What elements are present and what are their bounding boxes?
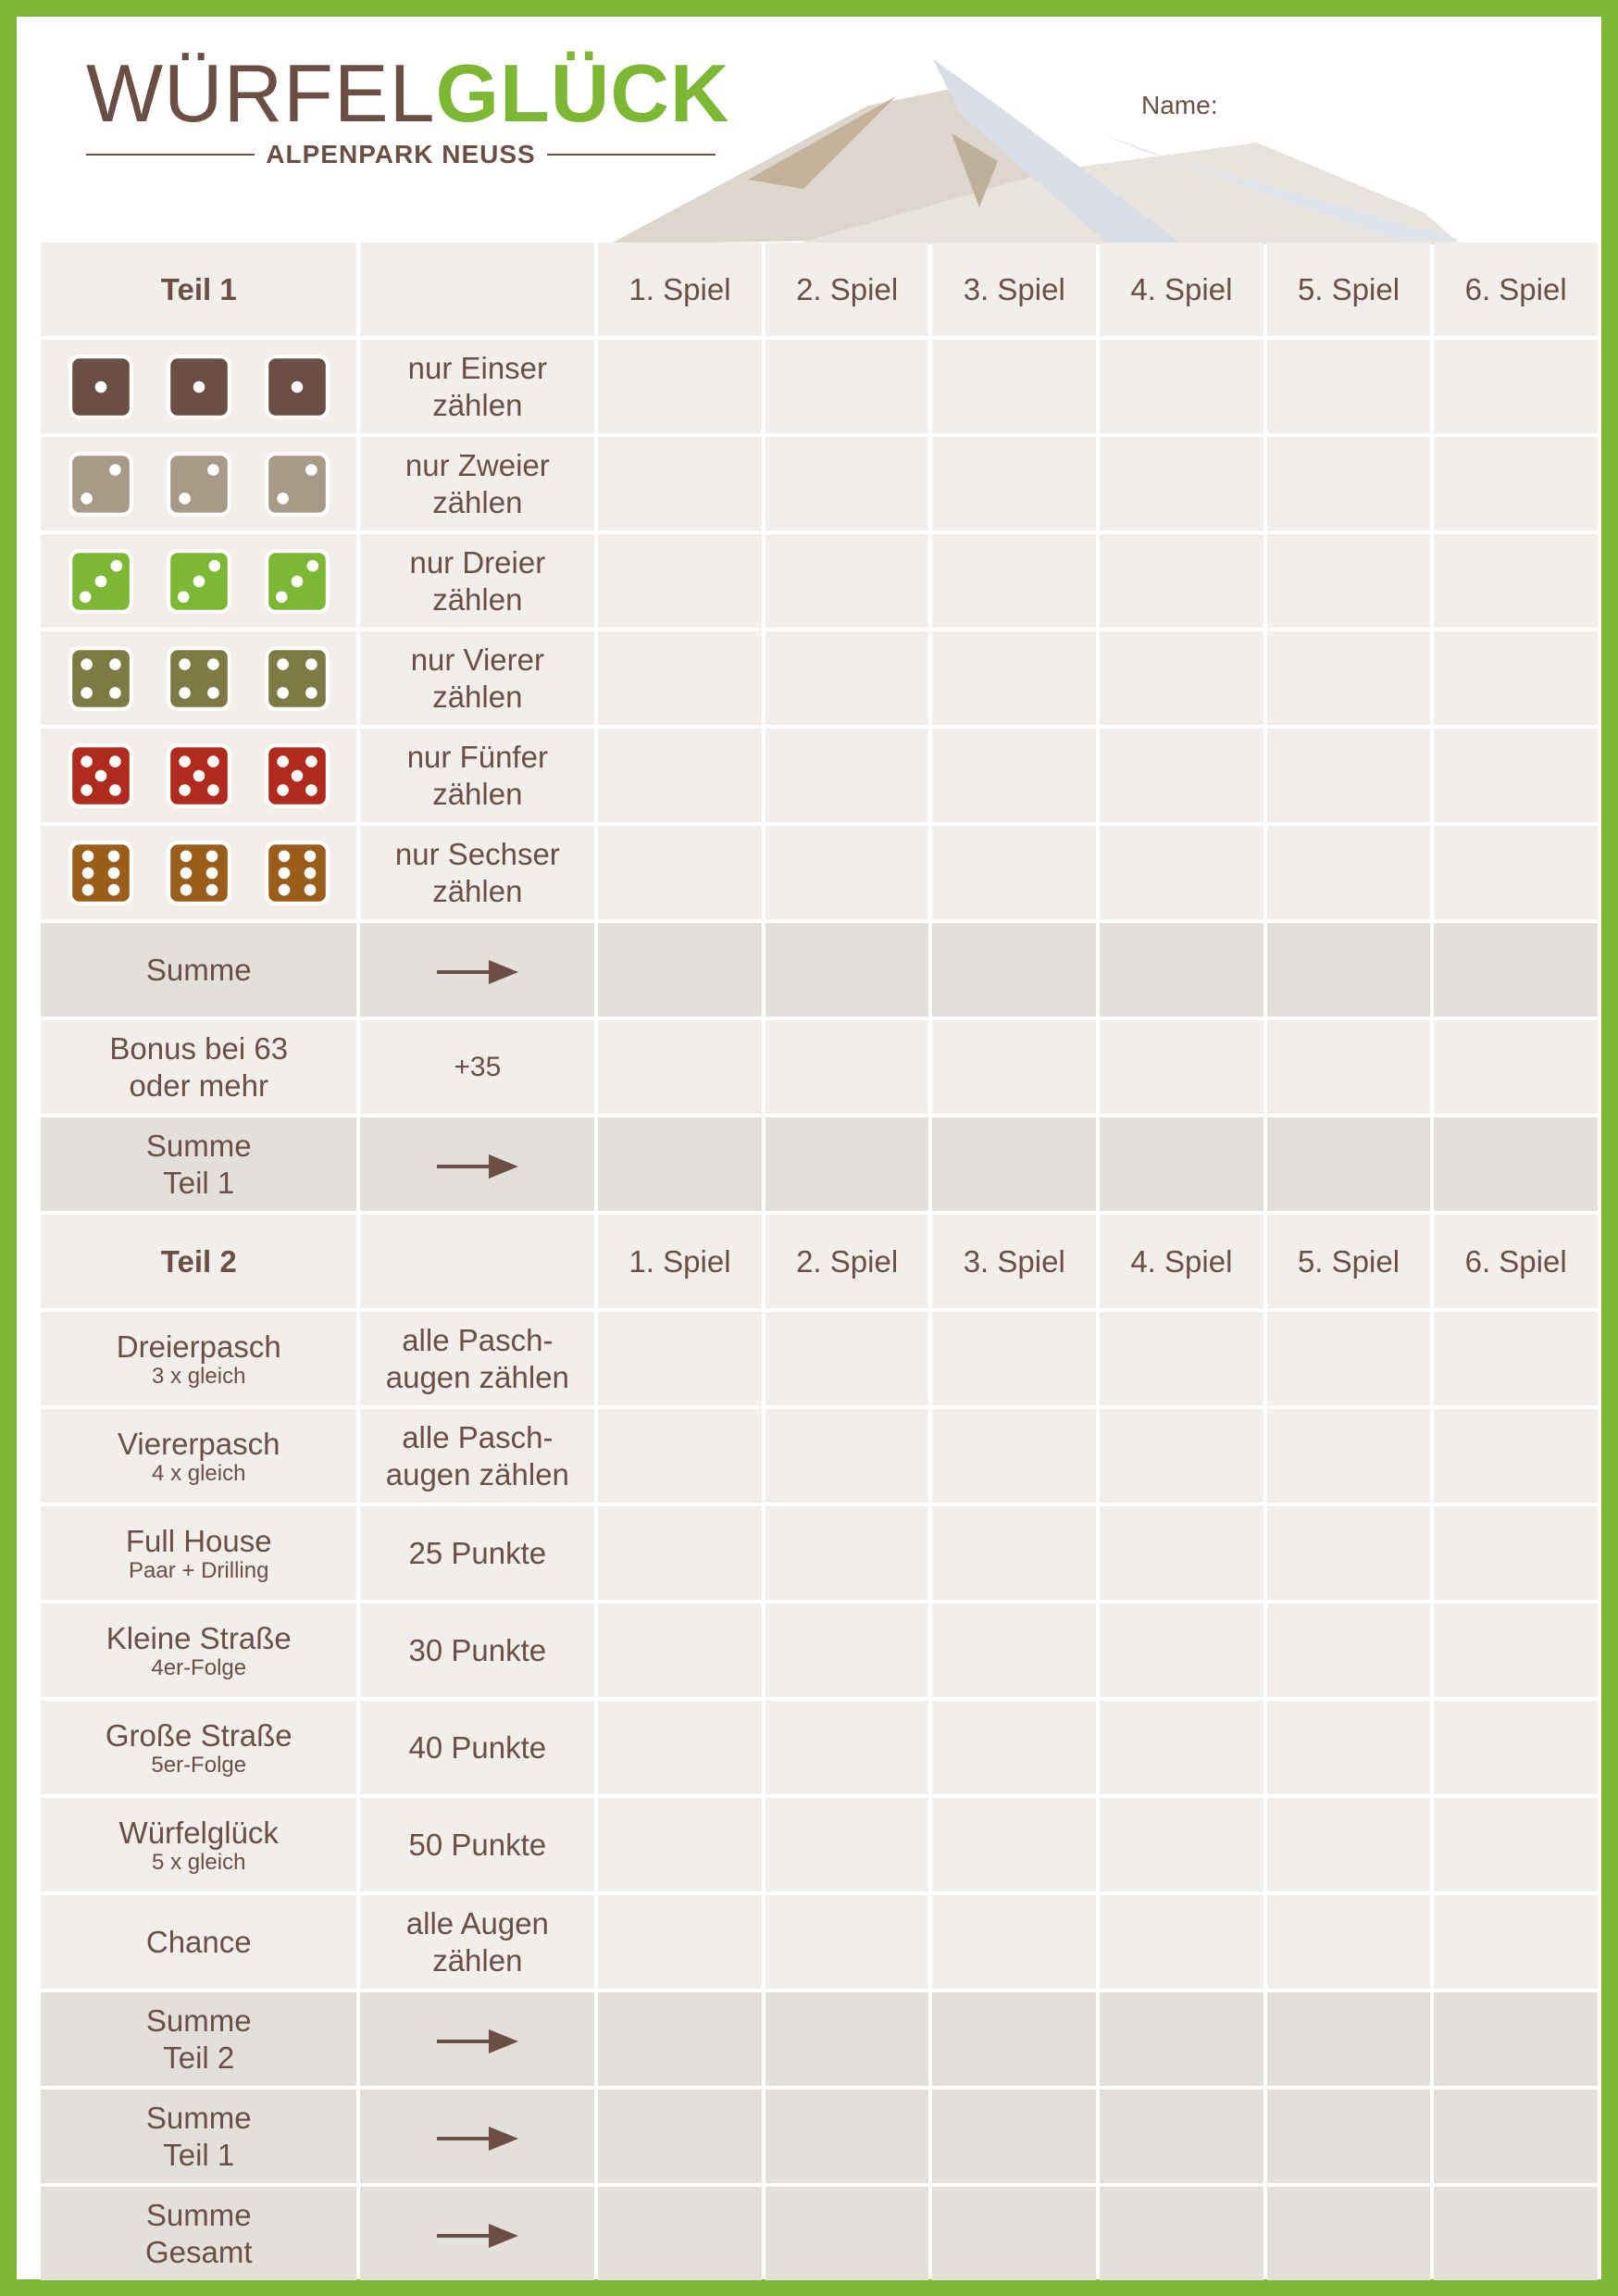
- logo-title-part1: WÜRFEL: [86, 47, 436, 139]
- die-5-icon: [167, 743, 231, 808]
- part2-row-3-game-1-cell[interactable]: [598, 1506, 762, 1600]
- part2-row-7-game-6-cell[interactable]: [1434, 1895, 1598, 1989]
- part2-row-5-game-2-cell[interactable]: [765, 1701, 929, 1794]
- part2-row-6-game-6-cell[interactable]: [1434, 1798, 1598, 1891]
- arrow-right-icon: [435, 2028, 520, 2055]
- part2-sum-3-game-4-cell[interactable]: [1100, 2187, 1263, 2280]
- sum-part1-label: Summe Teil 1: [41, 1117, 356, 1211]
- die-5-icon: [265, 743, 330, 808]
- sum-label: Summe: [41, 923, 356, 1017]
- part1-row-4-game-1-cell[interactable]: [598, 631, 762, 725]
- die-1-icon: [265, 355, 330, 419]
- category-description: alle Pasch- augen zählen: [360, 1312, 594, 1405]
- part2-sum-2-game-6-cell[interactable]: [1434, 2090, 1598, 2183]
- bonus-game-6-cell[interactable]: [1434, 1020, 1598, 1114]
- part2-row-7-game-2-cell[interactable]: [765, 1895, 929, 1989]
- part2-row-2-game-6-cell[interactable]: [1434, 1409, 1598, 1503]
- part1-row-3-game-2-cell[interactable]: [765, 534, 929, 628]
- part1-sum-row: [41, 923, 1598, 1017]
- die-1-icon: [167, 355, 231, 419]
- category-label-cell: [41, 1798, 356, 1891]
- category-description: nur Vierer zählen: [360, 631, 594, 725]
- game-column-header-6: 6. Spiel: [1434, 1215, 1598, 1308]
- die-1-icon: [68, 355, 133, 419]
- part1-total-game-6-cell[interactable]: [1434, 1117, 1598, 1211]
- category-description: nur Sechser zählen: [360, 826, 594, 919]
- table-row: [41, 1506, 1598, 1600]
- arrow-cell: [360, 2187, 594, 2280]
- part2-row-2-game-5-cell[interactable]: [1267, 1409, 1431, 1503]
- part2-sum-3-game-2-cell[interactable]: [765, 2187, 929, 2280]
- part1-header-row: [41, 243, 1598, 336]
- part1-sum-game-5-cell[interactable]: [1267, 923, 1431, 1017]
- category-label-cell: [41, 1409, 356, 1503]
- part1-row-1-game-5-cell[interactable]: [1267, 340, 1431, 433]
- part1-row-4-game-3-cell[interactable]: [932, 631, 1096, 725]
- dice-cell: [41, 631, 356, 725]
- score-table-body: [41, 243, 1598, 2280]
- part1-sum-game-1-cell[interactable]: [598, 923, 762, 1017]
- part1-row-2-game-4-cell[interactable]: [1100, 437, 1263, 530]
- category-name: Dreierpasch: [116, 1329, 281, 1364]
- part2-row-3-game-6-cell[interactable]: [1434, 1506, 1598, 1600]
- part2-sum-1-game-3-cell[interactable]: [932, 1992, 1096, 2086]
- die-4-icon: [265, 646, 330, 711]
- table-row: [41, 1603, 1598, 1697]
- part2-row-7-game-5-cell[interactable]: [1267, 1895, 1431, 1989]
- table-row: [41, 1409, 1598, 1503]
- empty-header-cell: [360, 1215, 594, 1308]
- part2-row-4-game-2-cell[interactable]: [765, 1603, 929, 1697]
- part2-row-1-game-3-cell[interactable]: [932, 1312, 1096, 1405]
- arrow-cell: [360, 1992, 594, 2086]
- category-label-cell: [41, 1895, 356, 1989]
- logo-subtitle: ALPENPARK NEUSS: [266, 140, 536, 168]
- dice-group: [41, 549, 356, 614]
- part1-row-1-game-1-cell[interactable]: [598, 340, 762, 433]
- part1-total-game-2-cell[interactable]: [765, 1117, 929, 1211]
- part1-sum-game-6-cell[interactable]: [1434, 923, 1598, 1017]
- category-label-cell: [41, 1701, 356, 1794]
- part1-row-2-game-2-cell[interactable]: [765, 437, 929, 530]
- part2-row-5-game-4-cell[interactable]: [1100, 1701, 1263, 1794]
- part2-sum-1-game-4-cell[interactable]: [1100, 1992, 1263, 2086]
- arrow-right-icon: [435, 1153, 520, 1180]
- part2-header-row: [41, 1215, 1598, 1308]
- bonus-game-3-cell[interactable]: [932, 1020, 1096, 1114]
- empty-header-cell: [360, 243, 594, 336]
- dice-group: [41, 841, 356, 905]
- part2-row-4-game-3-cell[interactable]: [932, 1603, 1096, 1697]
- dice-group: [41, 452, 356, 517]
- die-5-icon: [68, 743, 133, 808]
- dice-cell: [41, 340, 356, 433]
- part1-row-1-game-6-cell[interactable]: [1434, 340, 1598, 433]
- part1-row-6-game-5-cell[interactable]: [1267, 826, 1431, 919]
- part2-sum-2-game-5-cell[interactable]: [1267, 2090, 1431, 2183]
- category-description: nur Einser zählen: [360, 340, 594, 433]
- part2-sum-2-game-3-cell[interactable]: [932, 2090, 1096, 2183]
- table-row: [41, 1798, 1598, 1891]
- part1-row-5-game-6-cell[interactable]: [1434, 729, 1598, 822]
- game-column-header-2: 2. Spiel: [765, 243, 929, 336]
- part2-sum-3-game-3-cell[interactable]: [932, 2187, 1096, 2280]
- category-description: alle Augen zählen: [360, 1895, 594, 1989]
- game-column-header-3: 3. Spiel: [932, 1215, 1096, 1308]
- part1-row-5-game-5-cell[interactable]: [1267, 729, 1431, 822]
- game-column-header-6: 6. Spiel: [1434, 243, 1598, 336]
- part1-row-2-game-6-cell[interactable]: [1434, 437, 1598, 530]
- dice-cell: [41, 437, 356, 530]
- category-name: Viererpasch: [117, 1426, 280, 1461]
- part1-row-5-game-1-cell[interactable]: [598, 729, 762, 822]
- category-description: 25 Punkte: [360, 1506, 594, 1600]
- part1-row-5-game-3-cell[interactable]: [932, 729, 1096, 822]
- table-row: [41, 437, 1598, 530]
- category-name: Große Straße: [105, 1717, 292, 1753]
- category-label-cell: [41, 1603, 356, 1697]
- part2-sum-2-game-4-cell[interactable]: [1100, 2090, 1263, 2183]
- category-hint: 4 x gleich: [152, 1460, 246, 1486]
- part2-row-1-game-1-cell[interactable]: [598, 1312, 762, 1405]
- part2-row-1-game-2-cell[interactable]: [765, 1312, 929, 1405]
- dice-group: [41, 743, 356, 808]
- part1-row-2-game-3-cell[interactable]: [932, 437, 1096, 530]
- part1-row-2-game-1-cell[interactable]: [598, 437, 762, 530]
- die-2-icon: [265, 452, 330, 517]
- game-column-header-4: 4. Spiel: [1100, 1215, 1263, 1308]
- part2-row-3-game-5-cell[interactable]: [1267, 1506, 1431, 1600]
- part1-total-game-1-cell[interactable]: [598, 1117, 762, 1211]
- logo-subtitle-row: [86, 140, 716, 169]
- category-description: 40 Punkte: [360, 1701, 594, 1794]
- category-name: Würfelglück: [118, 1815, 279, 1850]
- category-name: Full House: [125, 1523, 272, 1558]
- category-label-cell: [41, 1506, 356, 1600]
- category-description: nur Fünfer zählen: [360, 729, 594, 822]
- part2-sum-2-game-1-cell[interactable]: [598, 2090, 762, 2183]
- die-6-icon: [265, 841, 330, 905]
- category-hint: 5 x gleich: [152, 1849, 246, 1875]
- part1-row-5-game-2-cell[interactable]: [765, 729, 929, 822]
- category-description: nur Zweier zählen: [360, 437, 594, 530]
- part2-row-6-game-3-cell[interactable]: [932, 1798, 1096, 1891]
- part1-row-3-game-3-cell[interactable]: [932, 534, 1096, 628]
- part1-total-game-3-cell[interactable]: [932, 1117, 1096, 1211]
- game-column-header-5: 5. Spiel: [1267, 243, 1431, 336]
- part2-row-2-game-3-cell[interactable]: [932, 1409, 1096, 1503]
- game-column-header-1: 1. Spiel: [598, 1215, 762, 1308]
- bonus-game-2-cell[interactable]: [765, 1020, 929, 1114]
- part1-row-2-game-5-cell[interactable]: [1267, 437, 1431, 530]
- part2-row-5-game-3-cell[interactable]: [932, 1701, 1096, 1794]
- divider: [547, 154, 716, 156]
- part2-sum-row-3: [41, 2187, 1598, 2280]
- arrow-cell: [360, 1117, 594, 1211]
- part1-row-3-game-1-cell[interactable]: [598, 534, 762, 628]
- bonus-game-1-cell[interactable]: [598, 1020, 762, 1114]
- part2-sum-1-game-2-cell[interactable]: [765, 1992, 929, 2086]
- game-column-header-4: 4. Spiel: [1100, 243, 1263, 336]
- part2-row-5-game-5-cell[interactable]: [1267, 1701, 1431, 1794]
- bonus-game-4-cell[interactable]: [1100, 1020, 1263, 1114]
- part1-row-4-game-5-cell[interactable]: [1267, 631, 1431, 725]
- die-6-icon: [68, 841, 133, 905]
- part1-row-1-game-3-cell[interactable]: [932, 340, 1096, 433]
- part1-row-4-game-6-cell[interactable]: [1434, 631, 1598, 725]
- bonus-game-5-cell[interactable]: [1267, 1020, 1431, 1114]
- part2-sum-3-game-6-cell[interactable]: [1434, 2187, 1598, 2280]
- part1-row-3-game-6-cell[interactable]: [1434, 534, 1598, 628]
- category-description: 30 Punkte: [360, 1603, 594, 1697]
- die-2-icon: [68, 452, 133, 517]
- part1-row-1-game-2-cell[interactable]: [765, 340, 929, 433]
- logo-title: [86, 47, 730, 139]
- category-label-cell: [41, 1312, 356, 1405]
- part2-row-1-game-5-cell[interactable]: [1267, 1312, 1431, 1405]
- part2-sum-1-game-6-cell[interactable]: [1434, 1992, 1598, 2086]
- die-2-icon: [167, 452, 231, 517]
- part1-row-1-game-4-cell[interactable]: [1100, 340, 1263, 433]
- game-column-header-2: 2. Spiel: [765, 1215, 929, 1308]
- die-4-icon: [167, 646, 231, 711]
- die-4-icon: [68, 646, 133, 711]
- category-name: Kleine Straße: [106, 1620, 292, 1655]
- part1-row-6-game-1-cell[interactable]: [598, 826, 762, 919]
- part2-row-5-game-6-cell[interactable]: [1434, 1701, 1598, 1794]
- part2-header-label: Teil 2: [41, 1215, 356, 1308]
- part2-row-1-game-6-cell[interactable]: [1434, 1312, 1598, 1405]
- name-label: Name:: [1141, 91, 1218, 119]
- category-hint: Paar + Drilling: [129, 1557, 269, 1583]
- sum-label: Summe Teil 1: [41, 2090, 356, 2183]
- category-hint: 4er-Folge: [151, 1654, 247, 1680]
- category-description: alle Pasch- augen zählen: [360, 1409, 594, 1503]
- bonus-row: [41, 1020, 1598, 1114]
- part1-sum-game-4-cell[interactable]: [1100, 923, 1263, 1017]
- dice-cell: [41, 534, 356, 628]
- part1-row-3-game-4-cell[interactable]: [1100, 534, 1263, 628]
- part2-row-2-game-1-cell[interactable]: [598, 1409, 762, 1503]
- arrow-cell: [360, 923, 594, 1017]
- dice-cell: [41, 729, 356, 822]
- category-hint: 5er-Folge: [151, 1752, 247, 1778]
- part2-row-6-game-2-cell[interactable]: [765, 1798, 929, 1891]
- dice-cell: [41, 826, 356, 919]
- part2-row-6-game-5-cell[interactable]: [1267, 1798, 1431, 1891]
- game-column-header-5: 5. Spiel: [1267, 1215, 1431, 1308]
- logo-title-part2: GLÜCK: [435, 47, 730, 139]
- dice-group: [41, 646, 356, 711]
- divider: [86, 154, 255, 156]
- part2-row-6-game-4-cell[interactable]: [1100, 1798, 1263, 1891]
- part1-sum-game-2-cell[interactable]: [765, 923, 929, 1017]
- part1-row-3-game-5-cell[interactable]: [1267, 534, 1431, 628]
- table-row: [41, 631, 1598, 725]
- category-description: 50 Punkte: [360, 1798, 594, 1891]
- table-row: [41, 1895, 1598, 1989]
- part1-row-6-game-4-cell[interactable]: [1100, 826, 1263, 919]
- part1-row-4-game-4-cell[interactable]: [1100, 631, 1263, 725]
- part2-row-7-game-3-cell[interactable]: [932, 1895, 1096, 1989]
- part2-row-2-game-2-cell[interactable]: [765, 1409, 929, 1503]
- part2-row-4-game-5-cell[interactable]: [1267, 1603, 1431, 1697]
- part2-sum-3-game-1-cell[interactable]: [598, 2187, 762, 2280]
- part1-header-label: Teil 1: [41, 243, 356, 336]
- arrow-right-icon: [435, 2125, 520, 2152]
- part2-row-1-game-4-cell[interactable]: [1100, 1312, 1263, 1405]
- table-row: [41, 826, 1598, 919]
- sum-label: Summe Gesamt: [41, 2187, 356, 2280]
- part2-sum-3-game-5-cell[interactable]: [1267, 2187, 1431, 2280]
- part2-row-4-game-1-cell[interactable]: [598, 1603, 762, 1697]
- die-3-icon: [68, 549, 133, 614]
- part1-row-4-game-2-cell[interactable]: [765, 631, 929, 725]
- arrow-right-icon: [435, 2222, 520, 2250]
- part1-sum-game-3-cell[interactable]: [932, 923, 1096, 1017]
- part1-total-game-4-cell[interactable]: [1100, 1117, 1263, 1211]
- part2-row-6-game-1-cell[interactable]: [598, 1798, 762, 1891]
- part2-sum-row-2: [41, 2090, 1598, 2183]
- category-hint: 3 x gleich: [152, 1363, 246, 1389]
- part1-row-6-game-6-cell[interactable]: [1434, 826, 1598, 919]
- score-table: [37, 239, 1601, 2284]
- part2-sum-1-game-5-cell[interactable]: [1267, 1992, 1431, 2086]
- part2-row-3-game-4-cell[interactable]: [1100, 1506, 1263, 1600]
- part2-sum-1-game-1-cell[interactable]: [598, 1992, 762, 2086]
- part1-row-5-game-4-cell[interactable]: [1100, 729, 1263, 822]
- part1-row-6-game-2-cell[interactable]: [765, 826, 929, 919]
- part1-total-game-5-cell[interactable]: [1267, 1117, 1431, 1211]
- arrow-right-icon: [435, 958, 520, 986]
- part2-row-4-game-4-cell[interactable]: [1100, 1603, 1263, 1697]
- table-row: [41, 1701, 1598, 1794]
- game-column-header-3: 3. Spiel: [932, 243, 1096, 336]
- brand-logo: [86, 47, 730, 169]
- arrow-cell: [360, 2090, 594, 2183]
- bonus-value: +35: [360, 1020, 594, 1114]
- part2-row-7-game-1-cell[interactable]: [598, 1895, 762, 1989]
- table-row: [41, 729, 1598, 822]
- die-3-icon: [265, 549, 330, 614]
- part2-sum-2-game-2-cell[interactable]: [765, 2090, 929, 2183]
- part2-row-4-game-6-cell[interactable]: [1434, 1603, 1598, 1697]
- die-3-icon: [167, 549, 231, 614]
- part2-row-5-game-1-cell[interactable]: [598, 1701, 762, 1794]
- bonus-label: Bonus bei 63 oder mehr: [41, 1020, 356, 1114]
- category-name: Chance: [145, 1924, 252, 1959]
- part1-row-6-game-3-cell[interactable]: [932, 826, 1096, 919]
- sum-label: Summe Teil 2: [41, 1992, 356, 2086]
- dice-group: [41, 355, 356, 419]
- table-row: [41, 340, 1598, 433]
- part2-row-3-game-3-cell[interactable]: [932, 1506, 1096, 1600]
- part2-row-7-game-4-cell[interactable]: [1100, 1895, 1263, 1989]
- die-6-icon: [167, 841, 231, 905]
- table-row: [41, 1312, 1598, 1405]
- category-description: nur Dreier zählen: [360, 534, 594, 628]
- part2-row-3-game-2-cell[interactable]: [765, 1506, 929, 1600]
- part2-sum-row-1: [41, 1992, 1598, 2086]
- part1-total-row: [41, 1117, 1598, 1211]
- table-row: [41, 534, 1598, 628]
- game-column-header-1: 1. Spiel: [598, 243, 762, 336]
- part2-row-2-game-4-cell[interactable]: [1100, 1409, 1263, 1503]
